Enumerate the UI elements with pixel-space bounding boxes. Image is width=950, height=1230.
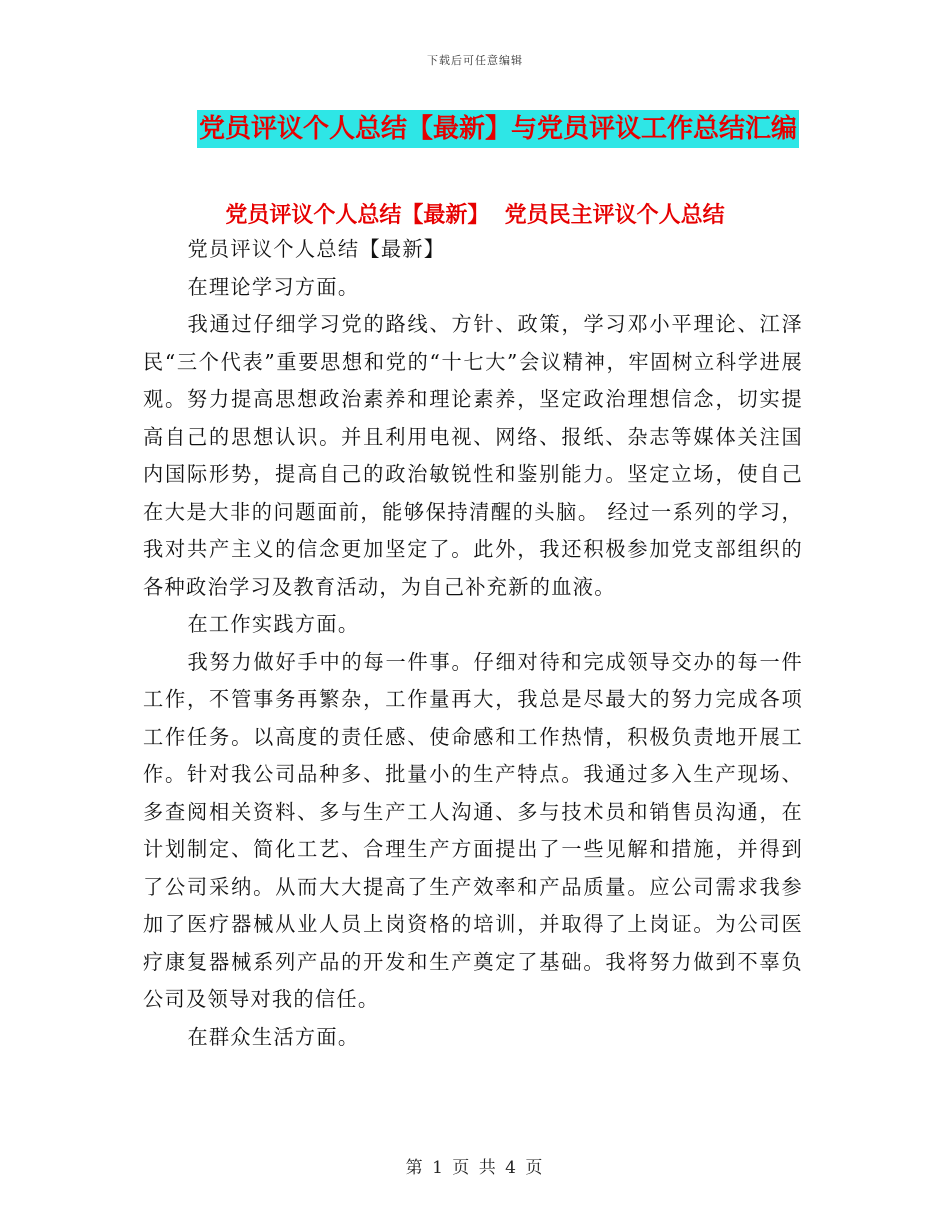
paragraph: 党员评议个人总结【最新】 xyxy=(187,237,446,261)
document-title-wrap xyxy=(0,110,950,148)
paragraph: 我通过仔细学习党的路线、方针、政策，学习邓小平理论、江泽民“三个代表”重要思想和党的“十七大”会议精神，牢固树立科学进展观。努力提高思想政治素养和理论素养，坚定政治理想信念，切实提高自己的思想认识。并且利用电视、网络、报纸、杂志等媒体关注国内国际形势，提高自己的政治敏锐性和鉴别能力。坚定立场，使自己在大是大非的问题面前，能够保持清醒的头脑。 经过一系列的学习，我对共产主义的信念更加坚定了。此外，我还积极参加党支部组织的各种政治学习及教育活动，为自己补充新的血液。 xyxy=(143,312,803,599)
page-footer: 第 1 页 共 4 页 xyxy=(405,1158,545,1178)
paragraph: 在群众生活方面。 xyxy=(187,1024,360,1049)
paragraph: 我努力做好手中的每一件事。仔细对待和完成领导交办的每一件工作，不管事务再繁杂，工作量再大，我总是尽最大的努力完成各项工作任务。以高度的责任感、使命感和工作热情，积极负责地开展工作。针对我公司品种多、批量小的生产特点。我通过多入生产现场、多查阅相关资料、多与生产工人沟通、多与技术员和销售员沟通，在计划制定、简化工艺、合理生产方面提出了一些见解和措施，并得到了公司采纳。从而大大提高了生产效率和产品质量。应公司需求我参加了医疗器械从业人员上岗资格的培训，并取得了上岗证。为公司医疗康复器械系列产品的开发和生产奠定了基础。我将努力做到不辜负公司及领导对我的信任。 xyxy=(143,649,803,1011)
section-title: 党员评议个人总结【最新】 党员民主评议个人总结 xyxy=(225,203,725,228)
document-body xyxy=(143,225,803,1056)
paragraph: 在工作实践方面。 xyxy=(187,612,360,636)
header-note: 下载后可任意编辑 xyxy=(427,54,523,67)
paragraph: 在理论学习方面。 xyxy=(187,274,360,299)
document-title: 党员评议个人总结【最新】与党员评议工作总结汇编 xyxy=(197,110,799,148)
